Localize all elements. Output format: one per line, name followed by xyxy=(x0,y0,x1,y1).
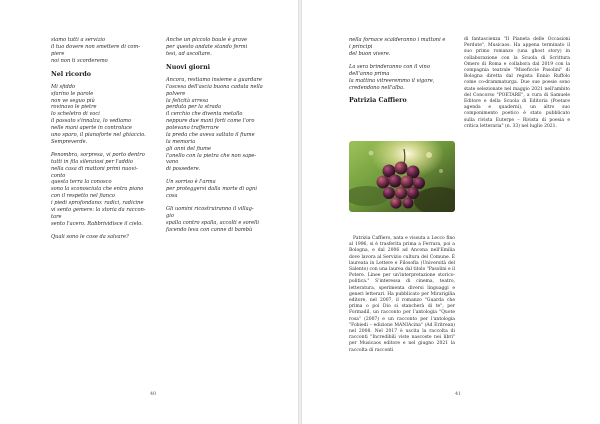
verse-line: sento l'acero. Rabbrividisce il cielo. xyxy=(51,220,143,227)
verse-line: dell'anno prima xyxy=(349,70,390,77)
verse-line: nelle mani aperte in controluce xyxy=(51,125,133,132)
verse-line: per proteggersi dalla morte di ogni xyxy=(166,186,257,193)
verse-line: Gli uomini ricostruiranno il villag- xyxy=(166,206,254,213)
verse-line: con il respetto nel fianco xyxy=(51,193,115,200)
verse-line: non ve seguo più xyxy=(51,97,95,104)
poem-stanza xyxy=(349,37,455,58)
verse-line: i principi xyxy=(349,43,373,50)
verse-line: del buon vivere. xyxy=(349,50,391,57)
verse-line: facendo leva con canne di bambù xyxy=(166,227,253,234)
verse-line: di possedere. xyxy=(166,166,201,173)
verse-line: uno sparo, il pianoforte nel ghiaccio. xyxy=(51,131,146,138)
verse-line: l'anello con la pietra che non sape- xyxy=(166,152,257,159)
poem-fragment-a xyxy=(51,37,159,65)
poem-stanza xyxy=(166,77,274,173)
left-page-column-2 xyxy=(166,37,274,234)
verse-line: nella casa di mattoni primi nuovi- xyxy=(51,165,138,172)
verse-line: per questo andate stando fermi xyxy=(166,43,248,50)
verse-line: la felicità arresa xyxy=(166,97,209,104)
page-number-left: 40 xyxy=(150,392,157,397)
verse-line: Ancora, restiamo insieme a guardare xyxy=(166,76,262,83)
verse-line: neppure due mani forti come l'oro xyxy=(166,118,255,125)
verse-line: questa terra la conosco xyxy=(51,179,112,186)
poem-stanza xyxy=(349,64,455,92)
verse-line: il cerchio che diventa metallo xyxy=(166,111,243,118)
verse-line: vi sento gemere: la storia da raccon- xyxy=(51,206,146,213)
verse-line: tare xyxy=(51,213,62,220)
verse-line: piere xyxy=(51,50,65,57)
grape-cluster-photo xyxy=(349,141,455,212)
verse-line: cosa xyxy=(166,193,178,200)
poem-stanza xyxy=(51,84,159,146)
verse-line: nella fornace scalderanno i mattoni e xyxy=(349,37,446,43)
verse-line: noi non ti scorderemo xyxy=(51,57,108,64)
verse-line: spalla contro spalla, accolti e sorelli xyxy=(166,220,260,227)
verse-line: la mattina vitreeremmo il vigore, xyxy=(349,77,435,84)
verse-line: Penombra, sorpresa, vi porto dentro xyxy=(51,151,145,158)
verse-line: tutti in fila silenziosi per l'addio xyxy=(51,158,133,165)
verse-line: la preda che aveva saltato il fiume xyxy=(166,131,255,138)
poem-title-nel-ricordo: Nel ricordo xyxy=(51,70,92,78)
verse-line: i piedi sprofondano: radici, radicine xyxy=(51,200,144,207)
verse-line: gli anni del fiume xyxy=(166,145,212,152)
verse-line: credendono nell'alba. xyxy=(349,84,405,91)
poem-title-nuovi-giorni: Nuovi giorni xyxy=(166,63,211,71)
verse-line: sfarino le parole xyxy=(51,90,94,97)
author-name-heading: Patrizia Caffiero xyxy=(349,97,407,105)
verse-line: gio xyxy=(166,213,174,220)
poem-stanza xyxy=(166,179,274,200)
verse-line: perduta per la strada xyxy=(166,104,221,111)
verse-line: Sempreverde. xyxy=(51,138,88,145)
poem-stanza xyxy=(166,206,274,234)
verse-line: La sera brinderanno con il vino xyxy=(349,63,430,70)
verse-line: rovinavo le pietre xyxy=(51,104,97,111)
page-number-right: 41 xyxy=(455,392,462,397)
verse-line: sono la sconosciuta che entra piano xyxy=(51,186,144,193)
verse-line: siamo tutti a servizio xyxy=(51,37,106,43)
verse-line: conto xyxy=(51,172,66,179)
verse-line: il passato s'innalza, lo vediamo xyxy=(51,118,132,125)
author-bio-column-1 xyxy=(349,236,455,354)
left-page-column-1 xyxy=(51,37,159,241)
verse-line: Un sorriso è l'arma xyxy=(166,179,216,186)
verse-line: l'ascesa dell'ascia buona caduta nella xyxy=(166,83,263,90)
author-bio-continuation: di fantascienza "Il Pianeta delle Occasioni Perdute", Musicaos. Ha appena terminato il suo primo romanzo (una ghost story) in collaborazione con la Scuola di Scrittura Omero di Roma e collabora dal 2019 con la compagnia teatrale "Miseficcie Pasolini" di Bologna diretta dal regista Ennio Ruffolo come co-drammaturga. Due sue poesie sono state selezionate nel maggio 2021 nell'ambito del Concorso "POETARE", a cura di Samuele Editore e della Scuola di Editoria (Poetare agenda e quaderni), un altro suo componimento poetico è stato pubblicato sulla rivista Euterpe – Rivista di poesia e critica letteraria" (n. 33) nel luglio 2021. xyxy=(464,37,570,129)
verse-line: il tuo dovere non smettere di com- xyxy=(51,43,141,50)
poem-stanza xyxy=(51,234,159,241)
poem-stanza xyxy=(51,152,159,228)
verse-line: Anche un piccolo baule è grave xyxy=(166,37,247,43)
verse-line: polvere xyxy=(166,90,186,97)
verse-line: Mi sfiddo xyxy=(51,83,76,90)
verse-line: Quali sono le cose da salvare? xyxy=(51,233,129,240)
poem-stanza xyxy=(166,37,274,58)
verse-line: la memoria xyxy=(166,138,196,145)
verse-line: tesi, ad ascoltare. xyxy=(166,50,212,57)
verse-line: potevano trafferrare xyxy=(166,125,219,132)
verse-line: vano xyxy=(166,159,179,166)
right-page-column-2 xyxy=(464,37,570,130)
book-gutter xyxy=(298,0,302,424)
verse-line: lo scheletro di voci xyxy=(51,111,100,118)
author-bio-text: Patrizia Caffiero, nata e vissuta a Lecco fino al 1996, si è trasferita prima a Ferrara, poi a Bologna, e dal 2006 ad Ancona nell'Emilia dove lavora al Servizio cultura del Comune. È laureata in Lettere e Filosofia (Università del Salento) con una laurea dal titolo "Pasolini e il Potere. Linee per un'interpretazione storico-politica." S'interessa di cinema, teatro, letteratura, sperimenta diversi linguaggi e generi letterari. Ha pubblicato per Mirarigilia editore, nel 2007, il romanzo "Guarda che prima o poi Dio si stancherà di te", per Formadil, un racconto per l'antologia "Quote rosa" (2007) e un racconto per l'antologia "Fobiedi – edizione MANIAcina" (Ad Eritrean) nel 2008. Nel 2017 è uscita la raccolta di racconti "Incredibili viste nascoste nei libri" per Musicaos editore e nel giugno 2021 la raccolta di racconti xyxy=(349,236,455,353)
right-page-column-1 xyxy=(349,37,455,110)
